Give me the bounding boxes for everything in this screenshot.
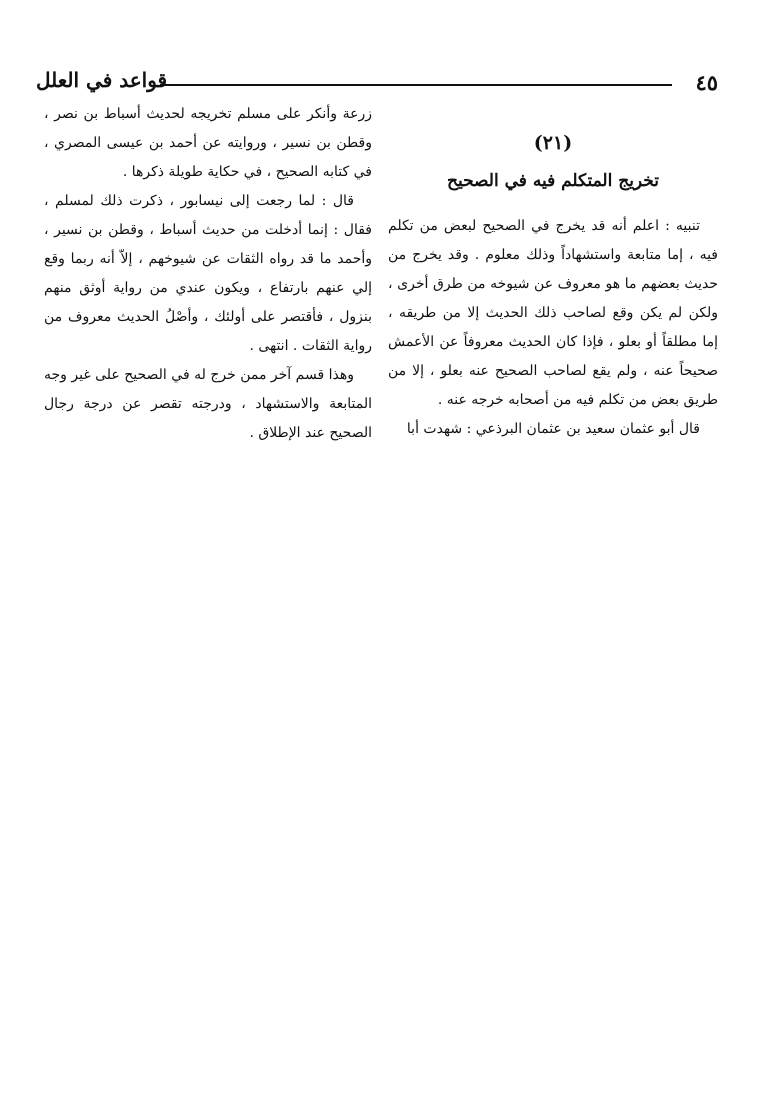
header-rule (160, 84, 672, 86)
running-title: قواعد في العلل (36, 68, 168, 92)
left-column (44, 100, 372, 448)
page-header (36, 64, 726, 104)
paragraph: زرعة وأنكر على مسلم تخريجه لحديث أسباط بن نصر ، وقطن بن نسير ، وروايته عن أحمد بن عيسى المصري ، في كتابه الصحيح ، في حكاية طويلة ذكرها . (44, 106, 372, 180)
paragraph: قال : لما رجعت إلى نيسابور ، ذكرت ذلك لمسلم ، فقال : إنما أدخلت من حديث أسباط ، وقطن بن نسير ، وأحمد ما قد رواه الثقات عن شيوخهم ، إلاّ أنه ربما وقع إلي عنهم بارتفاع ، ويكون عندي من رواية أوثق منهم بنزول ، فأقتصر على أولئك ، وأصْلُ الحديث معروف من رواية الثقات . انتهى . (44, 193, 372, 354)
section-title: تخريج المتكلم فيه في الصحيح (446, 171, 660, 191)
paragraph: وهذا قسم آخر ممن خرج له في الصحيح على غير وجه المتابعة والاستشهاد ، ودرجته تقصر عن درجة رجال الصحيح عند الإطلاق . (44, 367, 372, 441)
section-number: (٢١) (533, 132, 573, 154)
paragraph: تنبيه : اعلم أنه قد يخرج في الصحيح لبعض من تكلم فيه ، إما متابعة واستشهاداً وذلك معلوم . وقد يخرج من حديث بعضهم ما هو معروف عن شيوخه من طرق أخرى ، ولكن لم يكن وقع لصاحب ذلك الحديث إلا من طريقه ، إما مطلقاً أو بعلو ، فإذا كان الحديث معروفاً عن الأعمش صحيحاً عنه ، ولم يقع لصاحب الصحيح عنه بعلو ، إلا من طريق بعض من تكلم فيه من أصحابه خرجه عنه . (388, 218, 718, 408)
page-number: ٤٥ (695, 70, 718, 95)
right-column (388, 120, 718, 444)
paragraph: قال أبو عثمان سعيد بن عثمان البرذعي : شهدت أبا (406, 421, 700, 437)
